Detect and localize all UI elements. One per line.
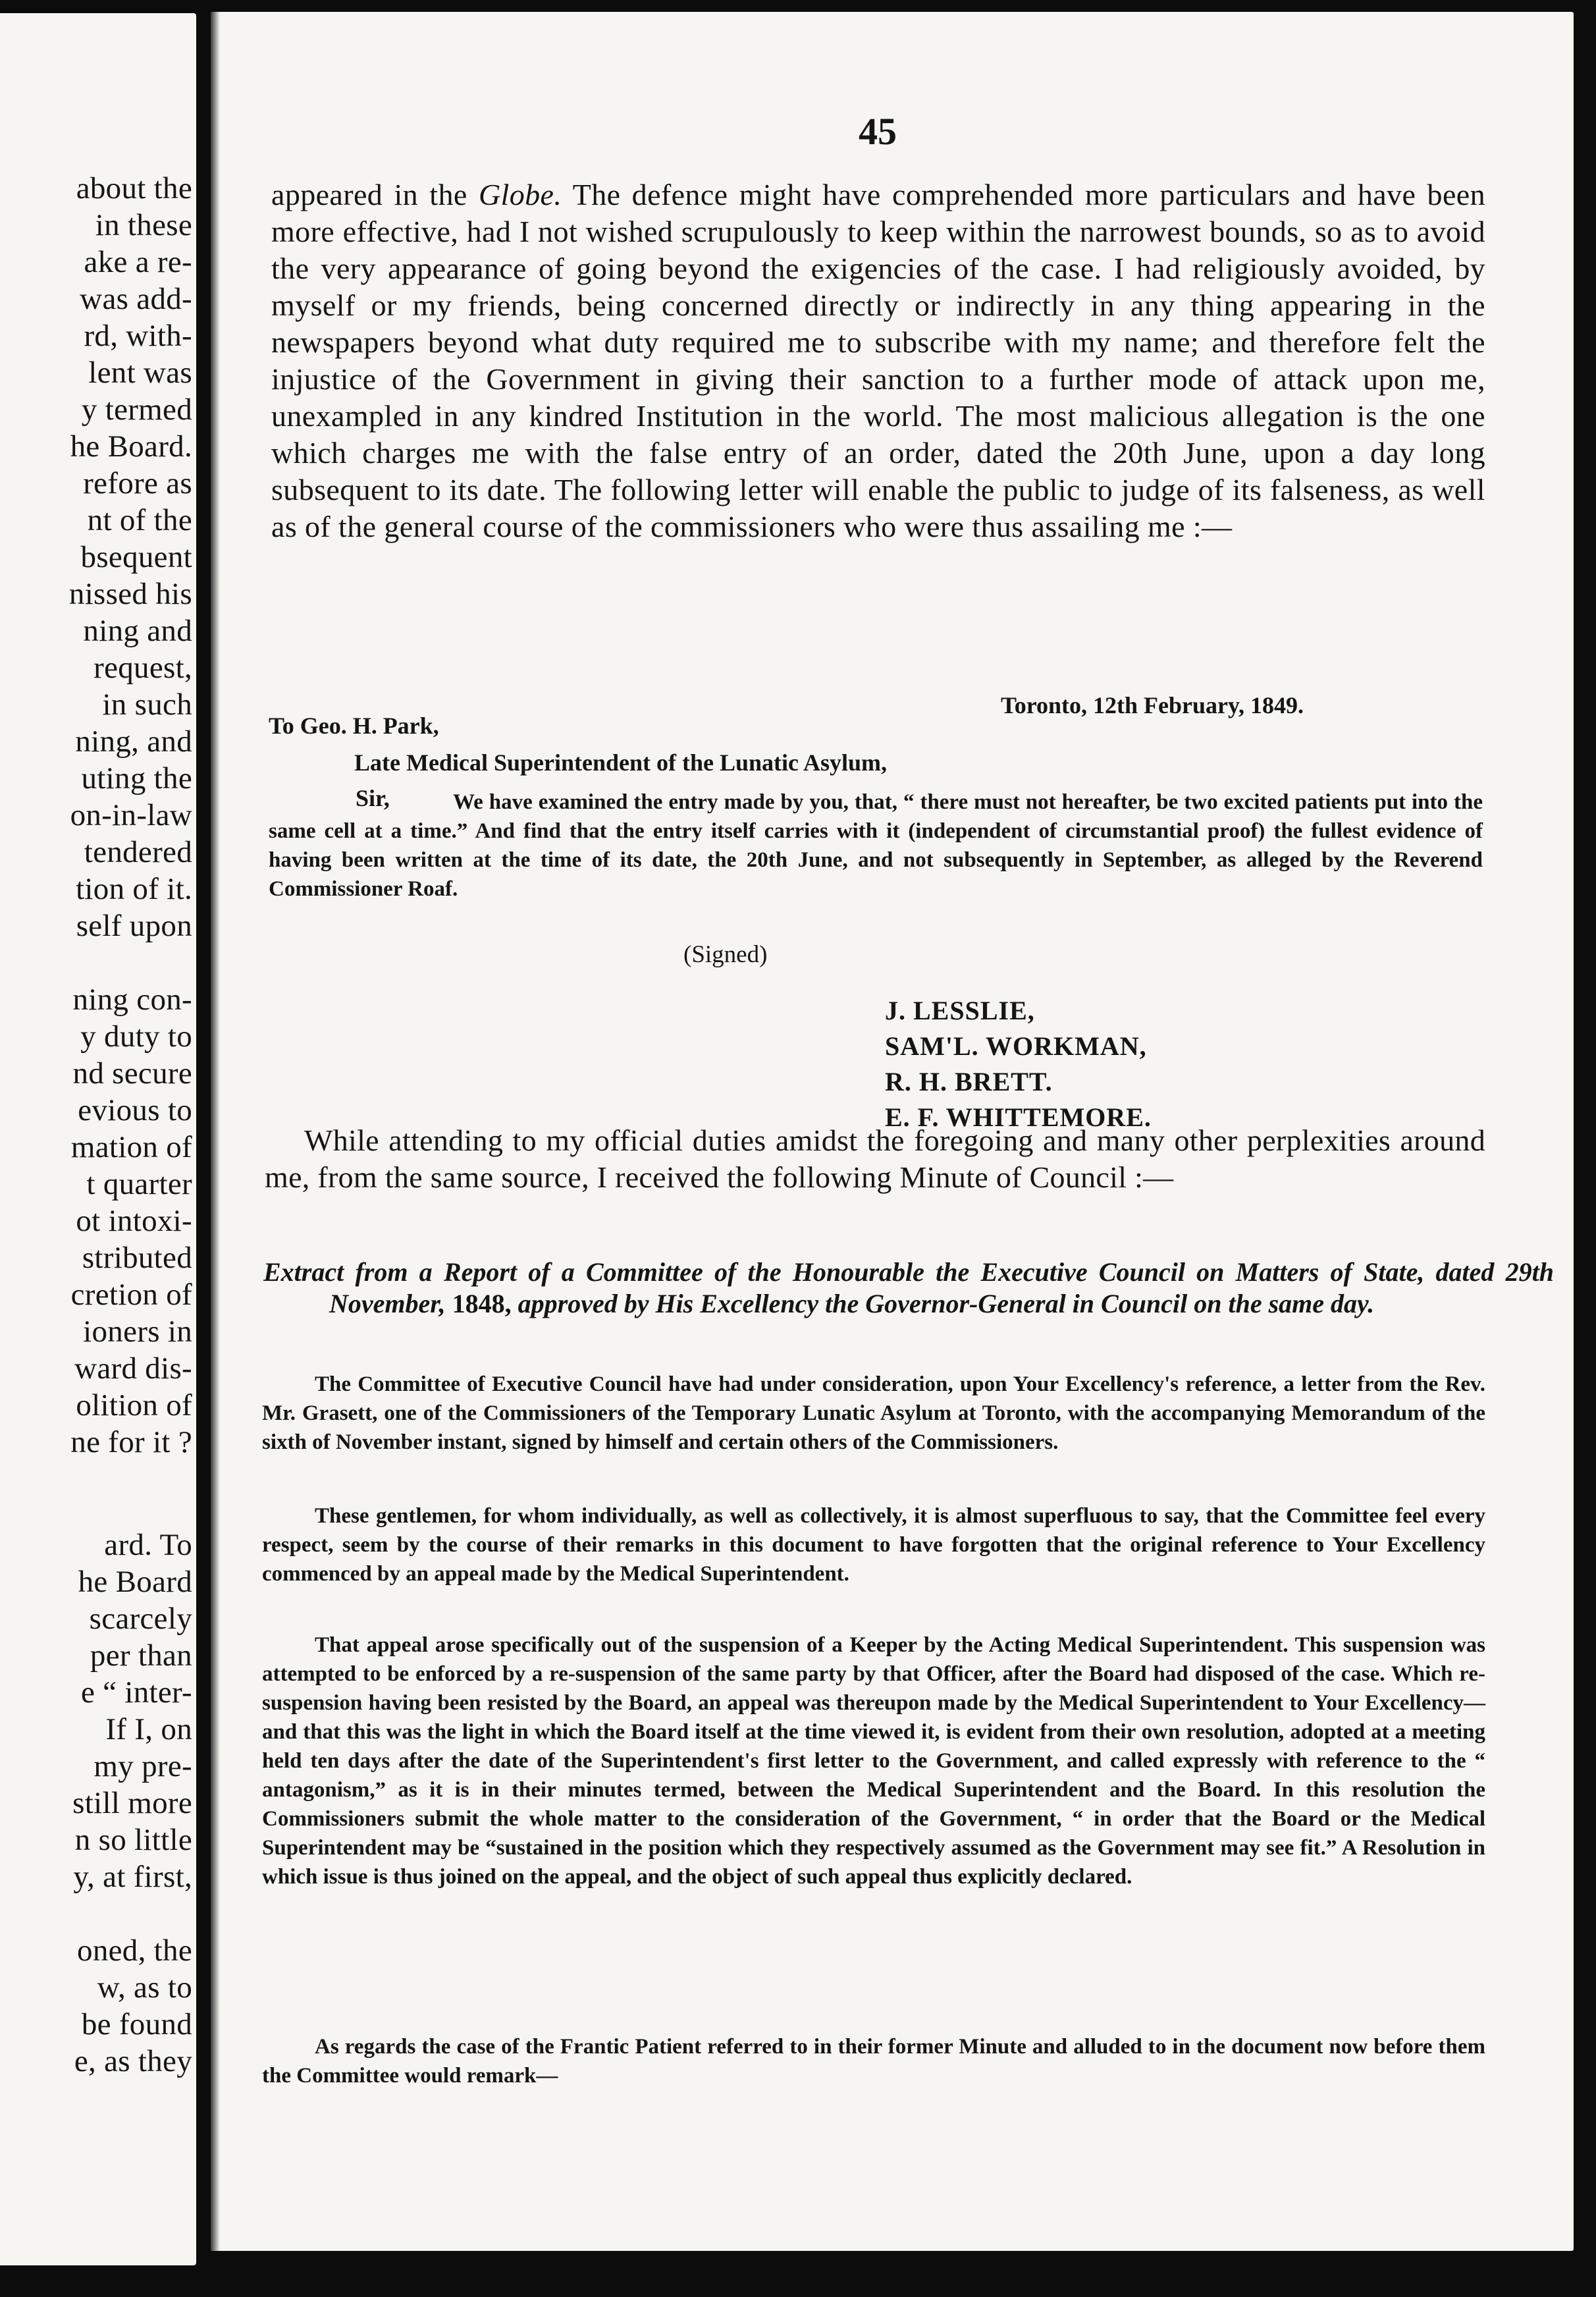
letter-recipient-title: Late Medical Superintendent of the Lunatic Asylum, <box>354 749 888 776</box>
left-page-line: rd, with- <box>84 319 192 353</box>
left-page-line: t quarter <box>86 1167 192 1201</box>
signed-label: (Signed) <box>683 941 768 968</box>
left-page-line: If I, on <box>105 1712 192 1746</box>
left-page-line: my pre- <box>93 1749 192 1783</box>
lead-text-start: appeared in the <box>271 178 479 211</box>
left-page-line: n so little <box>74 1823 192 1857</box>
left-page-line: cretion of <box>70 1278 192 1312</box>
left-page-line: still more <box>72 1786 192 1820</box>
left-page-line: y duty to <box>80 1019 192 1054</box>
left-page-line: in such <box>102 688 192 722</box>
left-page-line: ne for it ? <box>70 1425 192 1459</box>
left-page-line <box>0 1895 192 1932</box>
left-page-text-block-1 <box>0 170 192 1461</box>
left-page-line: refore as <box>83 466 192 500</box>
lead-text-rest: The defence might have comprehended more particulars and have been more effective, had I not wished scrupulously to keep within the narrowest bounds, so as to avoid the very appearance of going beyond the exigencies of the case. I had religiously avoided, by myself or my friends, being concerned directly or indirectly in any thing appearing in the newspapers beyond what duty required me to subscribe with my name; and therefore felt the injustice of the Government in giving their sanction to a further mode of attack upon me, unexampled in any kindred Institution in the world. The most malicious allegation is the one which charges me with the false entry of an order, dated the 20th June, upon a day long subsequent to its date. The following letter will enable the public to judge of its falseness, as well as of the general course of the commissioners who were thus assailing me :— <box>271 178 1485 543</box>
extract-heading-part-2: approved by His Excellency the Governor-General in Council on the same day. <box>511 1289 1375 1318</box>
left-page-line: was add- <box>80 282 192 316</box>
signatory: R. H. BRETT. <box>885 1067 1053 1096</box>
left-page-line: ard. To <box>104 1528 192 1562</box>
left-page-text-block-2 <box>0 1527 192 2080</box>
left-page-line: on-in-law <box>70 798 192 832</box>
left-page-line: olition of <box>76 1388 192 1422</box>
left-page-line: self upon <box>76 909 192 943</box>
left-page-line: ning, and <box>75 724 192 759</box>
left-page-line: ot intoxi- <box>76 1204 192 1238</box>
left-page-line: e “ inter- <box>80 1675 192 1710</box>
left-page-line: ake a re- <box>84 245 192 279</box>
left-page-line: lent was <box>88 356 192 390</box>
left-page-line: bsequent <box>80 540 192 574</box>
left-page-line: tion of it. <box>76 872 192 906</box>
left-page-line: nd secure <box>72 1056 192 1091</box>
left-page-line: be found <box>81 2007 192 2041</box>
extract-paragraph: That appeal arose specifically out of the suspension of a Keeper by the Acting Medical Superintendent. This suspension was attempted to be enforced by a re-suspension of the same party by that Officer, after the Board had disposed of the case. Which re-suspension having been resisted by the Board, an appeal was thereupon made by the Medical Superintendent to Your Excellency—and that this was the light in which the Board itself at the time viewed it, is evident from their own resolution, adopted at a meeting held ten days after the date of the Superintendent's first letter to the Government, and called expressly with reference to the “ antagonism,” as it is in their minutes termed, between the Medical Superintendent and the Board. In this resolution the Commissioners submit the whole matter to the consideration of the Government, “ in order that the Board or the Medical Superintendent may be “sustained in the position which they respectively assumed as the Government may see fit.” A Resolution in which issue is thus joined on the appeal, and the object of such appeal thus explicitly declared. <box>262 1633 1485 1889</box>
left-page-line: he Board <box>78 1565 192 1599</box>
left-page-line: ward dis- <box>74 1351 192 1386</box>
letter-body: We have examined the entry made by you, that, “ there must not hereafter, be two excited patients put into the same cell at a time.” And find that the entry itself carries with it (independent of circumstantial proof) the fullest evidence of having been written at the time of its date, the 20th June, and not subsequently in September, as alleged by the Reverend Commissioner Roaf. <box>269 790 1483 901</box>
left-page-line: request, <box>93 651 192 685</box>
left-page-line: e, as they <box>74 2044 192 2078</box>
signatory: J. LESSLIE, <box>885 996 1035 1025</box>
left-page-line: per than <box>90 1638 192 1673</box>
extract-heading-part-1: Extract from a Report of a Committee of the Honourable the Executive Council on Matters of State, dated 29th November, <box>263 1257 1554 1318</box>
main-page <box>211 12 1574 2251</box>
left-page-line: stributed <box>82 1241 192 1275</box>
letter-salutation: Sir, <box>356 785 390 811</box>
letter-recipient: To Geo. H. Park, <box>269 713 439 739</box>
lead-paragraph <box>271 176 1485 545</box>
left-page-line <box>0 944 192 981</box>
signatories <box>885 993 1152 1135</box>
extract-paragraph: As regards the case of the Frantic Patient referred to in their former Minute and alluded to in the document now before them the Committee would remark— <box>262 2035 1485 2088</box>
left-page-line: ioners in <box>83 1314 192 1349</box>
left-page-line: y termed <box>81 392 192 427</box>
left-page-line: oned, the <box>77 1933 192 1968</box>
letter-date-line: Toronto, 12th February, 1849. <box>1001 692 1304 718</box>
left-page-line: nt of the <box>87 503 192 537</box>
signatory: SAM'L. WORKMAN, <box>885 1031 1147 1061</box>
left-page-line: y, at first, <box>73 1860 192 1894</box>
page-number: 45 <box>859 110 897 153</box>
extract-heading <box>263 1257 1554 1320</box>
left-page-line: about the <box>76 171 192 205</box>
left-page-line: uting the <box>81 761 192 796</box>
globe-newspaper-title: Globe. <box>478 178 562 211</box>
signatory: E. F. WHITTEMORE. <box>885 1102 1152 1132</box>
page-gutter-shadow <box>211 12 220 2251</box>
extract-paragraph: These gentlemen, for whom individually, as well as collectively, it is almost superfluous to say, that the Committee feel every respect, seem by the course of their remarks in this document to have forgotten that the original reference to Your Excellency commenced by an appeal made by the Medical Superintendent. <box>262 1504 1485 1586</box>
left-page-line: nissed his <box>68 577 192 611</box>
left-page-line: ning con- <box>72 983 192 1017</box>
left-page-line: w, as to <box>97 1970 192 2005</box>
extract-heading-year: 1848, <box>445 1289 512 1318</box>
left-page-line: ning and <box>83 614 192 648</box>
left-page-line: mation of <box>70 1130 192 1164</box>
extract-paragraph: The Committee of Executive Council have had under consideration, upon Your Excellency's reference, a letter from the Rev. Mr. Grasett, one of the Commissioners of the Temporary Lunatic Asylum at Toronto, with the accompanying Memorandum of the sixth of November instant, signed by himself and certain others of the Commissioners. <box>262 1372 1485 1454</box>
left-page-line: scarcely <box>89 1602 192 1636</box>
left-page-line: evious to <box>78 1093 192 1127</box>
following-paragraph: While attending to my official duties amidst the foregoing and many other perplexities around me, from the same source, I received the following Minute of Council :— <box>265 1123 1485 1194</box>
left-page-fragment <box>0 13 196 2265</box>
left-page-line: in these <box>95 208 192 242</box>
left-page-line: tendered <box>84 835 192 869</box>
left-page-line: he Board. <box>70 429 192 464</box>
